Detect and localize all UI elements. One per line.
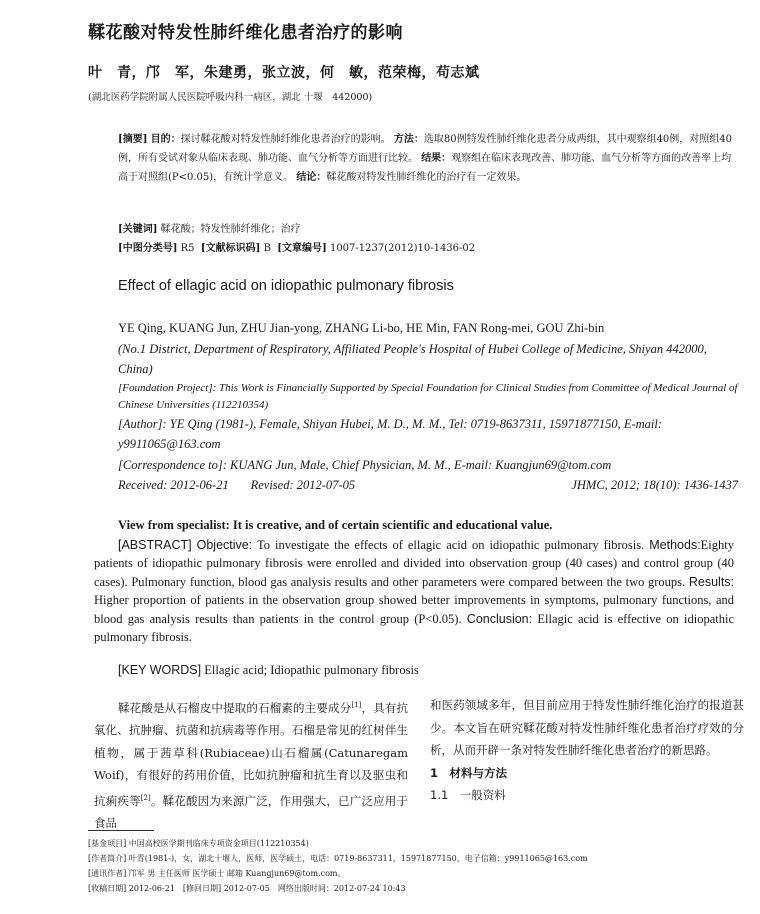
methods-label-cn: 方法： xyxy=(393,134,424,145)
en-author-block xyxy=(118,318,738,496)
methods-text-cn: 选取80例特发性肺纤维化患者分成两组，其中观察组40例，对照组40例，所有受试对象从临床表现、肺功能、血气分析等方面进行比较。 xyxy=(118,134,733,164)
footnote-funding: [基金项目] 中国高校医学期刊临床专项资金项目(112210354) xyxy=(88,839,309,848)
methods-label-en: Methods: xyxy=(649,538,701,552)
authors-cn: 叶 青，邝 军，朱建勇，张立波，何 敏，范荣梅，苟志斌 xyxy=(88,65,480,81)
ref-1: [1] xyxy=(351,701,362,709)
results-label-cn: 结果： xyxy=(421,153,452,164)
body-right-text: 和医药领域多年，但目前应用于特发性肺纤维化治疗的报道甚少。本文旨在研究鞣花酸对特发性肺纤维化患者治疗疗效的分析，从而开辟一条对特发性肺纤维化患者治疗的新思路。 xyxy=(430,698,744,757)
footnotes xyxy=(88,836,748,896)
conclusion-text-cn: 鞣花酸对特发性肺纤维化的治疗有一定效果。 xyxy=(326,172,527,183)
conclusion-label-en: Conclusion: xyxy=(466,611,533,626)
purpose-text: 探讨鞣花酸对特发性肺纤维化患者治疗的影响。 xyxy=(180,134,391,145)
keywords-en-label: [KEY WORDS] xyxy=(118,663,202,677)
results-label-en: Results: xyxy=(688,574,735,589)
keywords-cn-label: [关键词] xyxy=(118,224,158,235)
authors-en: YE Qing, KUANG Jun, ZHU Jian-yong, ZHANG Li-bo, HE Min, FAN Rong-mei, GOU Zhi-bin xyxy=(118,321,605,335)
doc-code-label: [文献标识码] xyxy=(200,243,261,254)
body-left-text-3: 。鞣花酸因为来源广泛，作用强大，已广泛应用于食品 xyxy=(94,793,408,831)
dates-row xyxy=(118,475,738,496)
conclusion-text-en: Ellagic acid is effective on idiopathic pulmonary fibrosis. xyxy=(94,611,735,645)
body-left-column xyxy=(94,694,408,835)
affiliation-cn: (湖北医药学院附属人民医院呼吸内科一病区，湖北 十堰 442000) xyxy=(88,92,373,103)
correspondence-en: [Correspondence to]: KUANG Jun, Male, Chief Physician, M. M., E-mail: Kuangjun69@tom.com xyxy=(118,457,612,472)
specialist-view: View from specialist: It is creative, and of certain scientific and educational value. xyxy=(118,518,553,532)
received-date: Received: 2012-06-21 xyxy=(118,478,229,492)
methods-text-en: Eighty patients of idiopathic pulmonary fibrosis were enrolled and divided into observation group (40 cases) and control group (40 cases). Pulmonary function, blood gas analysis results and other parameters were compared between the two groups. xyxy=(94,538,735,589)
article-no-label: [文章编号] xyxy=(277,243,327,254)
doc-code-value: B xyxy=(263,243,271,254)
abstract-en-label: [ABSTRACT] xyxy=(118,538,192,552)
footnote-author: [作者简介] 叶青(1981-)，女，湖北十堰人，医师，医学硕士，电话：0719-8637311，15971877150，电子信箱：y9911065@163.com xyxy=(88,854,588,863)
keywords-cn: 鞣花酸；特发性肺纤维化；治疗 xyxy=(160,224,301,235)
clc-label: [中图分类号] xyxy=(118,243,178,254)
footnote-rule xyxy=(88,830,154,831)
abstract-cn xyxy=(118,130,738,187)
body-right-column xyxy=(430,694,744,807)
objective-label: Objective: xyxy=(196,538,253,552)
paper-title-cn: 鞣花酸对特发性肺纤维化患者治疗的影响 xyxy=(88,23,403,43)
section-heading-1: 1 材料与方法 xyxy=(430,765,508,780)
section-heading-1-1: 1.1 一般资料 xyxy=(430,788,506,802)
conclusion-label-cn: 结论： xyxy=(296,172,327,183)
keywords-en-block xyxy=(118,663,419,678)
footnote-dates: [收稿日期] 2012-06-21 [修回日期] 2012-07-05 网络出版时间：2012-07-24 10:43 xyxy=(88,884,406,893)
affiliation-en: (No.1 District, Department of Respiratory, Affiliated People's Hospital of Hubei College of Medicine, Shiyan 442000, China) xyxy=(118,341,707,376)
keywords-en: Ellagic acid; Idiopathic pulmonary fibrosis xyxy=(204,663,419,677)
results-text-en: Higher proportion of patients in the observation group showed better improvements in symptoms, pulmonary functions, and blood gas analysis results than patients in the control group (P<0.05). xyxy=(94,593,734,626)
ref-2: [2] xyxy=(140,793,151,802)
journal-citation: JHMC, 2012; 18(10): 1436-1437 xyxy=(571,478,738,492)
foundation-en: [Foundation Project]: This Work is Financially Supported by Special Foundation for Clinical Studies from Committee of Medical Journal of Chinese Universities (112210354) xyxy=(118,381,738,411)
clc-value: R5 xyxy=(180,243,195,254)
keywords-cn-block xyxy=(118,220,738,258)
abstract-en xyxy=(94,536,734,646)
article-no-value: 1007-1237(2012)10-1436-02 xyxy=(329,243,476,254)
body-left-text-2: ，具有抗氧化、抗肿瘤、抗菌和抗病毒等作用。石榴是常见的红树伴生植物，属于茜草科(Rubiaceae)山石榴属(Catunaregam Woif)，有很好的药用价值，比如抗肿瘤和抗生育以及驱虫和抗痢疾等 xyxy=(94,700,409,808)
purpose-label: 目的： xyxy=(150,134,181,145)
footnote-correspondence: [通讯作者] 邝军 男 主任医师 医学硕士 邮箱 Kuangjun69@tom.com。 xyxy=(88,869,346,878)
author-info-en: [Author]: YE Qing (1981-), Female, Shiyan Hubei, M. D., M. M., Tel: 0719-8637311, 15971877150, E-mail: y9911065@163.com xyxy=(118,416,663,451)
paper-title-en: Effect of ellagic acid on idiopathic pulmonary fibrosis xyxy=(118,278,454,294)
results-text-cn: 观察组在临床表现改善、肺功能、血气分析等方面的改善率上均高于对照组(P<0.05)，有统计学意义。 xyxy=(118,153,732,183)
objective-text: To investigate the effects of ellagic acid on idiopathic pulmonary fibrosis. xyxy=(257,538,645,552)
abstract-cn-label: [摘要] xyxy=(118,134,148,145)
body-left-text-1: 鞣花酸是从石榴皮中提取的石榴素的主要成分 xyxy=(118,700,352,715)
revised-date: Revised: 2012-07-05 xyxy=(250,478,356,492)
